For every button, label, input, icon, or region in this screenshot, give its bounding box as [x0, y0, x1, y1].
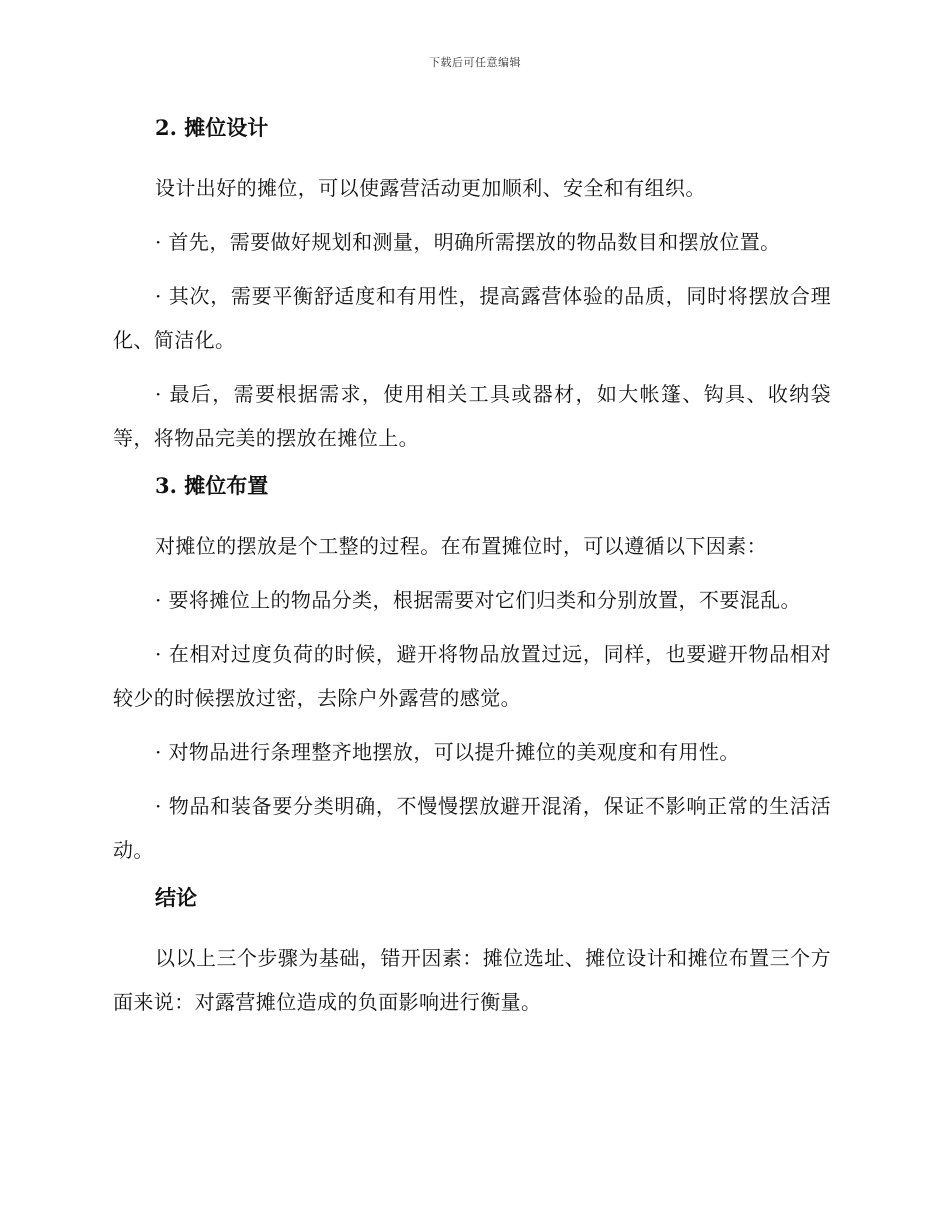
paragraph-conclusion: 以以上三个步骤为基础，错开因素：摊位选址、摊位设计和摊位布置三个方面来说：对露营摊位造成的负面影响进行衡量。: [113, 946, 831, 1014]
document-body: [113, 112, 831, 1034]
bullet-item: · 在相对过度负荷的时候，避开将物品放置过远，同样，也要避开物品相对较少的时候摆放过密，去除户外露营的感觉。: [113, 642, 831, 710]
bullet-item: · 最后，需要根据需求，使用相关工具或器材，如大帐篷、钩具、收纳袋等，将物品完美的摆放在摊位上。: [113, 382, 831, 450]
paragraph-booth-design-intro: 设计出好的摊位，可以使露营活动更加顺利、安全和有组织。: [155, 176, 706, 200]
header-note: 下载后可任意编辑: [429, 56, 521, 69]
section-heading-booth-design: 2. 摊位设计: [155, 115, 269, 140]
bullet-item: · 物品和装备要分类明确，不慢慢摆放避开混淆，保证不影响正常的生活活动。: [113, 794, 831, 862]
section-heading-conclusion: 结论: [155, 885, 197, 910]
paragraph-booth-layout-intro: 对摊位的摆放是个工整的过程。在布置摊位时，可以遵循以下因素：: [155, 534, 767, 558]
bullet-item: · 对物品进行条理整齐地摆放，可以提升摊位的美观度和有用性。: [155, 740, 740, 764]
bullet-item: · 其次，需要平衡舒适度和有用性，提高露营体验的品质，同时将摆放合理化、简洁化。: [113, 284, 831, 352]
bullet-item: · 首先，需要做好规划和测量，明确所需摆放的物品数目和摆放位置。: [155, 230, 781, 254]
bullet-item: · 要将摊位上的物品分类，根据需要对它们归类和分别放置，不要混乱。: [155, 588, 801, 612]
section-heading-booth-layout: 3. 摊位布置: [155, 473, 269, 498]
